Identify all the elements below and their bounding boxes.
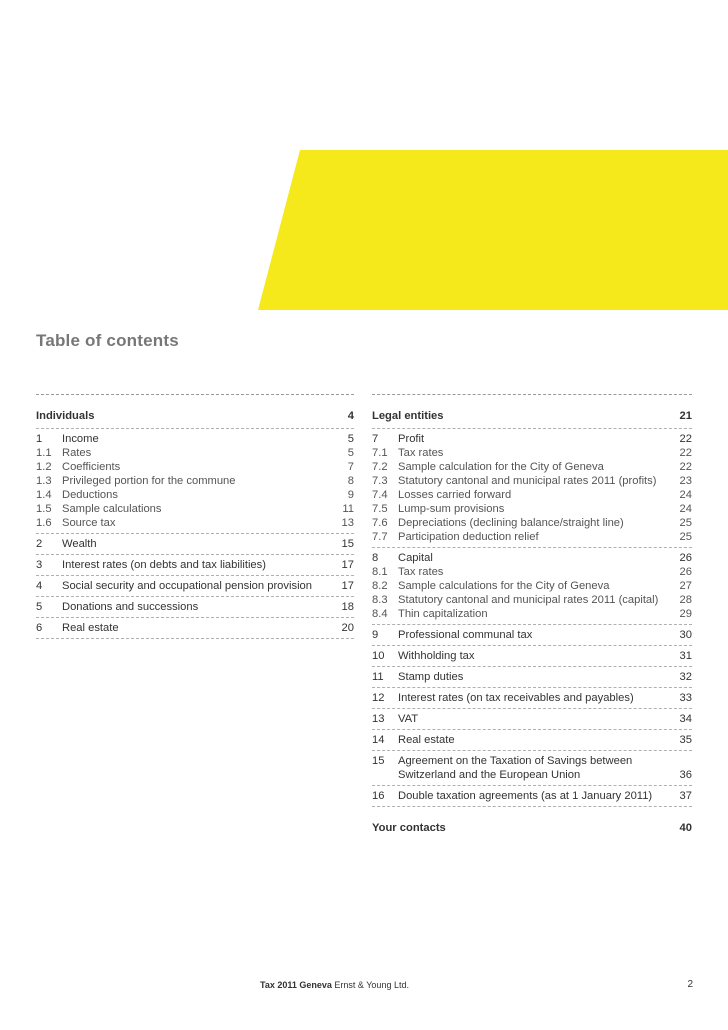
- toc-entry[interactable]: [372, 565, 692, 579]
- toc-entry-number: 10: [372, 650, 385, 662]
- toc-entry-number: 16: [372, 790, 385, 802]
- toc-entry[interactable]: [372, 691, 692, 705]
- toc-entry-label: Real estate: [62, 622, 119, 634]
- toc-entry-label: Double taxation agreements (as at 1 January 2011): [398, 790, 653, 802]
- toc-entry-label: Deductions: [62, 489, 118, 501]
- toc-entry[interactable]: [372, 460, 692, 474]
- toc-header-label: Individuals: [36, 410, 95, 422]
- toc-entry-page: 7: [347, 461, 354, 473]
- toc-entry[interactable]: [36, 502, 354, 516]
- toc-entry-page: 34: [679, 713, 692, 725]
- toc-entry[interactable]: [36, 460, 354, 474]
- toc-entry[interactable]: [372, 607, 692, 621]
- toc-entry-number: 1.5: [36, 503, 52, 515]
- toc-entry-page: 28: [679, 594, 692, 606]
- toc-entry-page: 15: [341, 538, 354, 550]
- toc-entry-page: 18: [341, 601, 354, 613]
- toc-entry[interactable]: [372, 488, 692, 502]
- banner-parallelogram: [258, 150, 728, 310]
- toc-entry[interactable]: [36, 579, 354, 593]
- toc-entry-page: 26: [679, 552, 692, 564]
- toc-entry-number: 12: [372, 692, 385, 704]
- toc-entry[interactable]: [36, 474, 354, 488]
- toc-header-page: 4: [347, 410, 354, 422]
- divider: [36, 394, 354, 395]
- toc-entry-page: 5: [347, 433, 354, 445]
- toc-entry-label-line2: Switzerland and the European Union: [398, 769, 581, 781]
- toc-entry[interactable]: [36, 516, 354, 530]
- toc-entry-number: 14: [372, 734, 385, 746]
- toc-header-label: Legal entities: [372, 410, 444, 422]
- toc-section: [372, 730, 692, 750]
- toc-individuals: [36, 394, 354, 639]
- toc-entry-label: Depreciations (declining balance/straight line): [398, 517, 624, 529]
- toc-entry-label: Tax rates: [398, 566, 444, 578]
- toc-contacts-entry[interactable]: [372, 807, 692, 835]
- toc-entry-page: 17: [341, 580, 354, 592]
- toc-entry-page: 32: [679, 671, 692, 683]
- yellow-banner: [0, 0, 728, 310]
- toc-entry-label: Interest rates (on debts and tax liabilities): [62, 559, 266, 571]
- toc-section: [372, 709, 692, 729]
- toc-entry-label: Source tax: [62, 517, 116, 529]
- toc-entry[interactable]: [36, 488, 354, 502]
- toc-entry[interactable]: [372, 446, 692, 460]
- toc-entry-page: 33: [679, 692, 692, 704]
- toc-entry-label: Profit: [398, 433, 425, 445]
- toc-entry[interactable]: [36, 432, 354, 446]
- toc-entry-number: 8: [372, 552, 379, 564]
- toc-entry-page: 24: [679, 489, 692, 501]
- toc-entry-page: 40: [679, 822, 692, 834]
- toc-entry-label: [398, 754, 664, 782]
- toc-entry-label: Interest rates (on tax receivables and payables): [398, 692, 634, 704]
- toc-entry-number: 7.7: [372, 531, 388, 543]
- toc-entry[interactable]: [372, 579, 692, 593]
- toc-entry-number: 5: [36, 601, 43, 613]
- toc-entry-label: Rates: [62, 447, 92, 459]
- divider: [372, 394, 692, 395]
- toc-entry-page: 24: [679, 503, 692, 515]
- toc-group-header[interactable]: [36, 409, 354, 428]
- footer-doc-title: Tax 2011 Geneva: [260, 980, 332, 990]
- toc-section: [372, 786, 692, 806]
- toc-entry-label: Tax rates: [398, 447, 444, 459]
- toc-entry-number: 7.4: [372, 489, 388, 501]
- toc-entry[interactable]: [372, 628, 692, 642]
- toc-entry-label: Capital: [398, 552, 433, 564]
- toc-entry-label: Stamp duties: [398, 671, 464, 683]
- footer-company: Ernst & Young Ltd.: [334, 980, 409, 990]
- toc-entry[interactable]: [372, 516, 692, 530]
- toc-entry[interactable]: [36, 621, 354, 635]
- toc-entry-number: 1.1: [36, 447, 52, 459]
- toc-entry-page: 26: [679, 566, 692, 578]
- toc-entry-label: Sample calculation for the City of Geneva: [398, 461, 604, 473]
- toc-entry-number: 1: [36, 433, 43, 445]
- toc-entry[interactable]: [372, 670, 692, 684]
- toc-entry-label: VAT: [398, 713, 419, 725]
- toc-entry-number: 1.3: [36, 475, 52, 487]
- toc-entry[interactable]: [372, 789, 692, 803]
- toc-header-page: 21: [679, 410, 692, 422]
- toc-entry-label: Social security and occupational pension provision: [62, 580, 313, 592]
- toc-entry-label: Sample calculations: [62, 503, 162, 515]
- toc-entry[interactable]: [372, 530, 692, 544]
- toc-entry-page: 22: [679, 461, 692, 473]
- toc-section: [36, 534, 354, 554]
- toc-entry-page: 23: [679, 475, 692, 487]
- toc-entry-label: Participation deduction relief: [398, 531, 539, 543]
- toc-section: [372, 625, 692, 645]
- toc-legal-entities: [372, 394, 692, 835]
- toc-entry-label: Coefficients: [62, 461, 121, 473]
- toc-entry-page: 22: [679, 447, 692, 459]
- toc-entry-page: 5: [347, 447, 354, 459]
- toc-entry-number: 7.2: [372, 461, 388, 473]
- toc-entry[interactable]: [36, 446, 354, 460]
- toc-entry-label: Income: [62, 433, 99, 445]
- toc-entry[interactable]: [372, 593, 692, 607]
- toc-entry-label: Real estate: [398, 734, 455, 746]
- toc-entry-number: 15: [372, 755, 385, 767]
- toc-entry-number: 8.4: [372, 608, 388, 620]
- toc-entry-number: 7.3: [372, 475, 388, 487]
- toc-entry[interactable]: [36, 600, 354, 614]
- toc-section: [372, 667, 692, 687]
- toc-entry-page: 11: [342, 503, 354, 515]
- toc-section: [372, 751, 692, 785]
- toc-entry-number: 13: [372, 713, 385, 725]
- toc-entry-label: Donations and successions: [62, 601, 199, 613]
- toc-entry-number: 3: [36, 559, 43, 571]
- toc-section: [36, 597, 354, 617]
- toc-entry[interactable]: [372, 551, 692, 565]
- toc-entry[interactable]: [372, 649, 692, 663]
- page-title: Table of contents: [36, 331, 179, 350]
- toc-entry-number: 7.5: [372, 503, 388, 515]
- toc-group-header[interactable]: [372, 409, 692, 428]
- toc-entry[interactable]: [372, 432, 692, 446]
- toc-entry[interactable]: [372, 474, 692, 488]
- toc-entry-label: Your contacts: [372, 822, 446, 834]
- toc-section: [36, 618, 354, 638]
- page-number: 2: [687, 979, 693, 990]
- toc-entry-page: 30: [679, 629, 692, 641]
- toc-entry-label: Privileged portion for the commune: [62, 475, 236, 487]
- toc-entry-label: Losses carried forward: [398, 489, 512, 501]
- toc-entry-number: 6: [36, 622, 43, 634]
- toc-entry-number: 8.3: [372, 594, 388, 606]
- toc-entry[interactable]: [372, 712, 692, 726]
- toc-entry-label: Thin capitalization: [398, 608, 488, 620]
- toc-section: [36, 429, 354, 533]
- toc-entry-label: Withholding tax: [398, 650, 475, 662]
- toc-entry-number: 7: [372, 433, 379, 445]
- toc-entry-page: 25: [679, 531, 692, 543]
- toc-entry-number: 8.1: [372, 566, 388, 578]
- toc-entry-number: 8.2: [372, 580, 388, 592]
- toc-entry-number: 9: [372, 629, 379, 641]
- toc-entry-number: 11: [372, 671, 384, 683]
- toc-entry-page: 8: [347, 475, 354, 487]
- toc-entry-page: 22: [679, 433, 692, 445]
- toc-entry-page: 17: [341, 559, 354, 571]
- toc-entry[interactable]: [36, 537, 354, 551]
- toc-section: [372, 548, 692, 624]
- toc-entry-label: Professional communal tax: [398, 629, 533, 641]
- toc-entry-page: 35: [679, 734, 692, 746]
- toc-entry-label: Lump-sum provisions: [398, 503, 505, 515]
- toc-entry-label: Statutory cantonal and municipal rates 2011 (capital): [398, 594, 659, 606]
- toc-entry-label: Wealth: [62, 538, 97, 550]
- toc-section: [372, 429, 692, 547]
- toc-entry-number: 7.6: [372, 517, 388, 529]
- toc-entry-page: 29: [679, 608, 692, 620]
- toc-entry-label: Sample calculations for the City of Geneva: [398, 580, 610, 592]
- page-footer: [260, 980, 409, 990]
- toc-entry-page: 36: [679, 769, 692, 781]
- toc-entry-number: 4: [36, 580, 43, 592]
- toc-entry-number: 2: [36, 538, 43, 550]
- toc-entry-label-line1: Agreement on the Taxation of Savings between: [398, 755, 633, 767]
- toc-entry-number: 1.2: [36, 461, 52, 473]
- toc-entry-label: Statutory cantonal and municipal rates 2011 (profits): [398, 475, 657, 487]
- toc-entry-page: 31: [679, 650, 692, 662]
- toc-section: [36, 555, 354, 575]
- toc-entry-page: 25: [679, 517, 692, 529]
- toc-entry[interactable]: [372, 502, 692, 516]
- toc-entry-number: 1.6: [36, 517, 52, 529]
- toc-entry-page: 27: [679, 580, 692, 592]
- toc-entry-page: 37: [679, 790, 692, 802]
- toc-section: [372, 646, 692, 666]
- toc-entry-page: 9: [347, 489, 354, 501]
- toc-section: [36, 576, 354, 596]
- toc-section: [372, 688, 692, 708]
- toc-entry-number: 7.1: [372, 447, 388, 459]
- toc-entry-number: 1.4: [36, 489, 52, 501]
- toc-entry[interactable]: [36, 558, 354, 572]
- toc-entry-page: 13: [341, 517, 354, 529]
- toc-entry-page: 20: [341, 622, 354, 634]
- toc-entry[interactable]: [372, 754, 692, 782]
- divider: [36, 638, 354, 639]
- toc-entry[interactable]: [372, 733, 692, 747]
